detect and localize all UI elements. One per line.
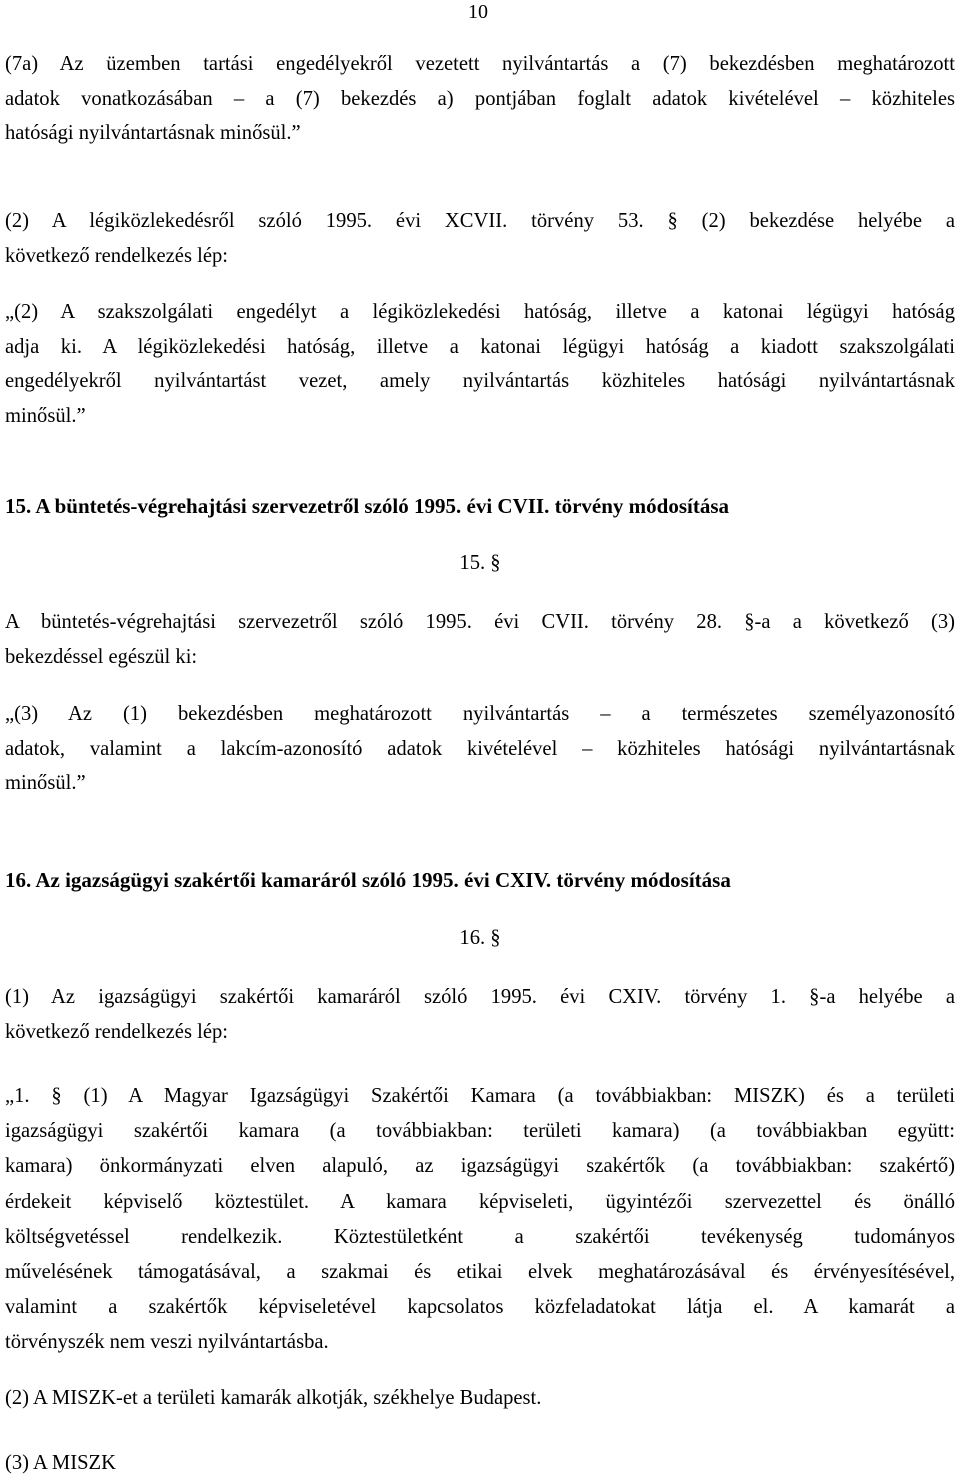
text-line: kamara) önkormányzati elven alapuló, az igazságügyi szakértők (a továbbiakban: szakértő) (5, 1155, 955, 1178)
text-line: következő rendelkezés lép: (5, 1020, 228, 1043)
amendment-intro-16 (5, 980, 955, 1049)
amendment-intro-15 (5, 605, 955, 674)
section-mark-16: 16. § (459, 927, 501, 949)
text-line: minősül.” (5, 404, 86, 427)
section-mark-15: 15. § (459, 552, 501, 574)
paragraph-2: (2) A MISZK-et a területi kamarák alkotják, székhelye Budapest. (5, 1387, 542, 1409)
text-line: „1. § (1) A Magyar Igazságügyi Szakértői Kamara (a továbbiakban: MISZK) és a területi (5, 1085, 955, 1107)
text-line: költségvetéssel rendelkezik. Köztestületként a szakértői tevékenység tudományos (5, 1225, 955, 1248)
page-number: 10 (468, 1, 488, 23)
text-line: (2) A légiközlekedésről szóló 1995. évi XCVII. törvény 53. § (2) bekezdése helyébe a (5, 210, 955, 232)
amendment-quote-15 (5, 697, 955, 801)
text-line: következő rendelkezés lép: (5, 244, 228, 267)
paragraph-3: (3) A MISZK (5, 1452, 116, 1474)
text-line: bekezdéssel egészül ki: (5, 645, 198, 668)
text-line: adja ki. A légiközlekedési hatóság, illetve a katonai légügyi hatóság a kiadott szakszolgálati (5, 335, 955, 358)
text-line: minősül.” (5, 772, 86, 794)
text-line: hatósági nyilvántartásnak minősül.” (5, 122, 301, 144)
text-line: (7a) Az üzemben tartási engedélyekről vezetett nyilvántartás a (7) bekezdésben meghatározott (5, 53, 955, 75)
text-line: „(2) A szakszolgálati engedélyt a légiközlekedési hatóság, illetve a katonai légügyi hatóság (5, 301, 955, 323)
amendment-quote-14 (5, 295, 955, 433)
amendment-quote-16 (5, 1079, 955, 1361)
text-line: valamint a szakértők képviseletével kapcsolatos közfeladatokat látja el. A kamarát a (5, 1296, 955, 1319)
text-line: „(3) Az (1) bekezdésben meghatározott nyilvántartás – a természetes személyazonosító (5, 703, 955, 725)
text-line: érdekeit képviselő köztestület. A kamara képviseleti, ügyintézői szervezettel és önálló (5, 1190, 955, 1213)
section-heading-15: 15. A büntetés-végrehajtási szervezetről szóló 1995. évi CVII. törvény módosítása (5, 494, 729, 518)
text-line: engedélyekről nyilvántartást vezet, amely nyilvántartás közhiteles hatósági nyilvántartásnak (5, 370, 955, 392)
text-line: adatok, valamint a lakcím-azonosító adatok kivételével – közhiteles hatósági nyilvántartásnak (5, 737, 955, 760)
paragraph-7a (5, 47, 955, 151)
section-heading-16: 16. Az igazságügyi szakértői kamaráról szóló 1995. évi CXIV. törvény módosítása (5, 868, 731, 892)
text-line: adatok vonatkozásában – a (7) bekezdés a) pontjában foglalt adatok kivételével – közhiteles (5, 87, 955, 110)
text-line: törvényszék nem veszi nyilvántartásba. (5, 1331, 329, 1354)
amendment-intro-14 (5, 204, 955, 273)
text-line: (1) Az igazságügyi szakértői kamaráról szóló 1995. évi CXIV. törvény 1. §-a helyébe a (5, 986, 955, 1008)
text-line: igazságügyi szakértői kamara (a továbbiakban: területi kamara) (a továbbiakban együtt: (5, 1120, 955, 1143)
text-line: A büntetés-végrehajtási szervezetről szóló 1995. évi CVII. törvény 28. §-a a következő (3) (5, 611, 955, 633)
text-line: művelésének támogatásával, a szakmai és etikai elvek meghatározásával és érvényesítésével, (5, 1261, 955, 1284)
